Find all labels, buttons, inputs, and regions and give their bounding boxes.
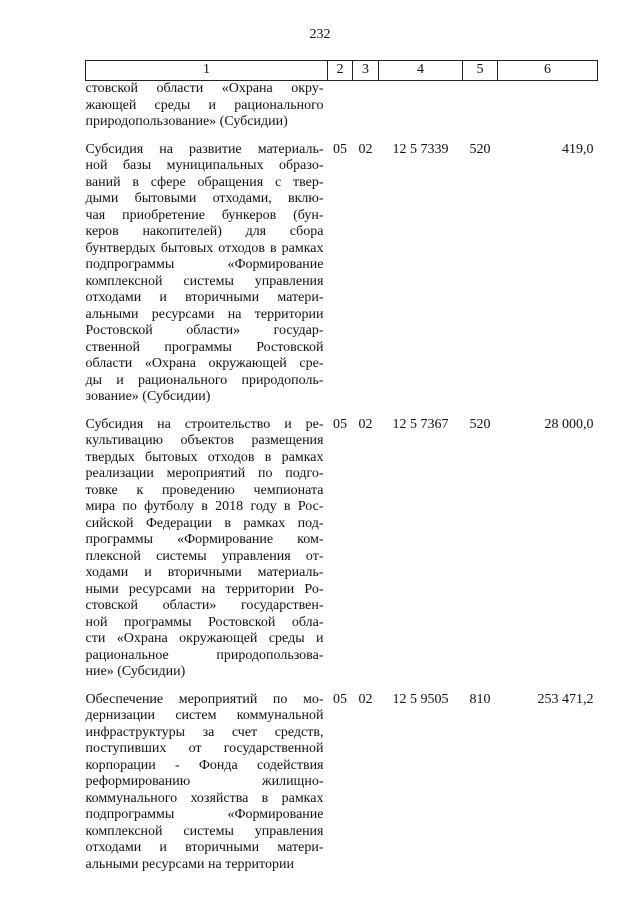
description-line: культивацию объектов размещения bbox=[85, 433, 324, 448]
row-amount: 253 471,2 bbox=[537, 691, 594, 707]
row-expense-type: 810 bbox=[469, 691, 491, 707]
description-line: альными ресурсами на территории bbox=[85, 856, 294, 872]
description-line: Ростовской области» государ- bbox=[85, 323, 324, 338]
row-target-article: 12 5 7367 bbox=[392, 416, 449, 432]
description-line: альными ресурсами на территории bbox=[85, 306, 324, 322]
row-amount: 28 000,0 bbox=[544, 416, 594, 432]
description-line: коммунального хозяйства в рамках bbox=[85, 790, 324, 806]
row-target-article: 12 5 7339 bbox=[392, 141, 449, 157]
row-subsection-code: 02 bbox=[358, 416, 373, 432]
description-line: поступивших от государственной bbox=[85, 741, 324, 756]
table-header-row bbox=[86, 61, 598, 81]
description-line: ние» (Субсидии) bbox=[85, 664, 186, 679]
header-col-1: 1 bbox=[86, 61, 328, 81]
description-line: подпрограммы «Формирование bbox=[85, 807, 324, 822]
description-line: бунтвердых бытовых отходов в рамках bbox=[85, 240, 324, 256]
row-subsection-code: 02 bbox=[358, 141, 373, 157]
description-line: ходами и вторичными материаль- bbox=[85, 565, 324, 580]
description-line: рациональное природопользова- bbox=[85, 647, 324, 663]
budget-table bbox=[85, 60, 598, 873]
description-line: дернизации систем коммунальной bbox=[85, 708, 324, 723]
description-line: керов накопителей) для сбора bbox=[85, 224, 324, 239]
table-row bbox=[86, 681, 598, 874]
description-line: ды и рационального природополь- bbox=[85, 372, 324, 388]
description-line: сийской Федерации в рамках под- bbox=[85, 515, 324, 531]
row-description bbox=[86, 131, 328, 406]
row-subsection-code bbox=[353, 81, 379, 131]
row-amount bbox=[498, 81, 598, 131]
row-section-code bbox=[328, 81, 353, 131]
description-line: дыми бытовыми отходами, вклю- bbox=[85, 191, 324, 206]
description-line: программы «Формирование ком- bbox=[85, 532, 324, 547]
description-line: чая приобретение бункеров (бун- bbox=[85, 207, 324, 223]
description-line: реализации мероприятий по подго- bbox=[85, 466, 324, 481]
description-line: твердых бытовых отходов в рамках bbox=[85, 449, 324, 465]
description-line: природопользование» (Субсидии) bbox=[85, 114, 288, 129]
table-body bbox=[86, 81, 598, 874]
description-line: комплексной системы управления bbox=[85, 273, 324, 289]
description-line: Субсидия на строительство и ре- bbox=[85, 416, 324, 432]
row-amount: 419,0 bbox=[562, 141, 594, 157]
row-description bbox=[86, 681, 328, 874]
description-line: комплексной системы управления bbox=[85, 823, 324, 839]
header-col-6: 6 bbox=[498, 61, 598, 81]
row-section-code: 05 bbox=[333, 141, 347, 157]
row-section-code: 05 bbox=[333, 416, 347, 432]
description-line: мира по футболу в 2018 году в Рос- bbox=[85, 499, 324, 514]
table-row bbox=[86, 81, 598, 131]
table-row bbox=[86, 131, 598, 406]
description-line: отходами и вторичными матери- bbox=[85, 290, 324, 305]
header-col-5: 5 bbox=[463, 61, 498, 81]
description-line: ной программы Ростовской обла- bbox=[85, 614, 324, 630]
description-line: Обеспечение мероприятий по мо- bbox=[85, 691, 324, 707]
row-expense-type: 520 bbox=[469, 141, 491, 157]
description-line: ственной программы Ростовской bbox=[85, 339, 324, 355]
row-expense-type: 520 bbox=[469, 416, 491, 432]
row-target-article bbox=[379, 81, 463, 131]
description-line: зование» (Субсидии) bbox=[85, 389, 211, 404]
description-line: ными ресурсами на территории Ро- bbox=[85, 581, 324, 597]
header-col-4: 4 bbox=[379, 61, 463, 81]
header-col-3: 3 bbox=[353, 61, 379, 81]
row-target-article: 12 5 9505 bbox=[392, 691, 449, 707]
row-description bbox=[86, 406, 328, 681]
description-line: отходами и вторичными матери- bbox=[85, 840, 324, 855]
row-section-code: 05 bbox=[333, 691, 347, 707]
description-line: области «Охрана окружающей сре- bbox=[85, 356, 324, 371]
description-line: ваний в сфере обращения с твер- bbox=[85, 174, 324, 190]
row-subsection-code: 02 bbox=[358, 691, 373, 707]
row-expense-type bbox=[463, 81, 498, 131]
description-line: товке к проведению чемпионата bbox=[85, 482, 324, 498]
description-line: ной базы муниципальных образо- bbox=[85, 158, 324, 173]
description-line: стовской области «Охрана окру- bbox=[85, 81, 324, 96]
description-line: инфраструктуры за счет средств, bbox=[85, 724, 324, 740]
page-number: 232 bbox=[309, 27, 331, 42]
header-col-2: 2 bbox=[328, 61, 353, 81]
description-line: плексной системы управления от- bbox=[85, 548, 324, 564]
description-line: реформированию жилищно- bbox=[85, 774, 324, 789]
description-line: корпорации - Фонда содействия bbox=[85, 757, 324, 773]
description-line: стовской области» государствен- bbox=[85, 598, 324, 613]
description-line: жающей среды и рационального bbox=[85, 97, 324, 113]
description-line: сти «Охрана окружающей среды и bbox=[85, 631, 324, 646]
table-row bbox=[86, 406, 598, 681]
row-description bbox=[86, 81, 328, 131]
description-line: подпрограммы «Формирование bbox=[85, 257, 324, 272]
description-line: Субсидия на развитие материаль- bbox=[85, 141, 324, 157]
